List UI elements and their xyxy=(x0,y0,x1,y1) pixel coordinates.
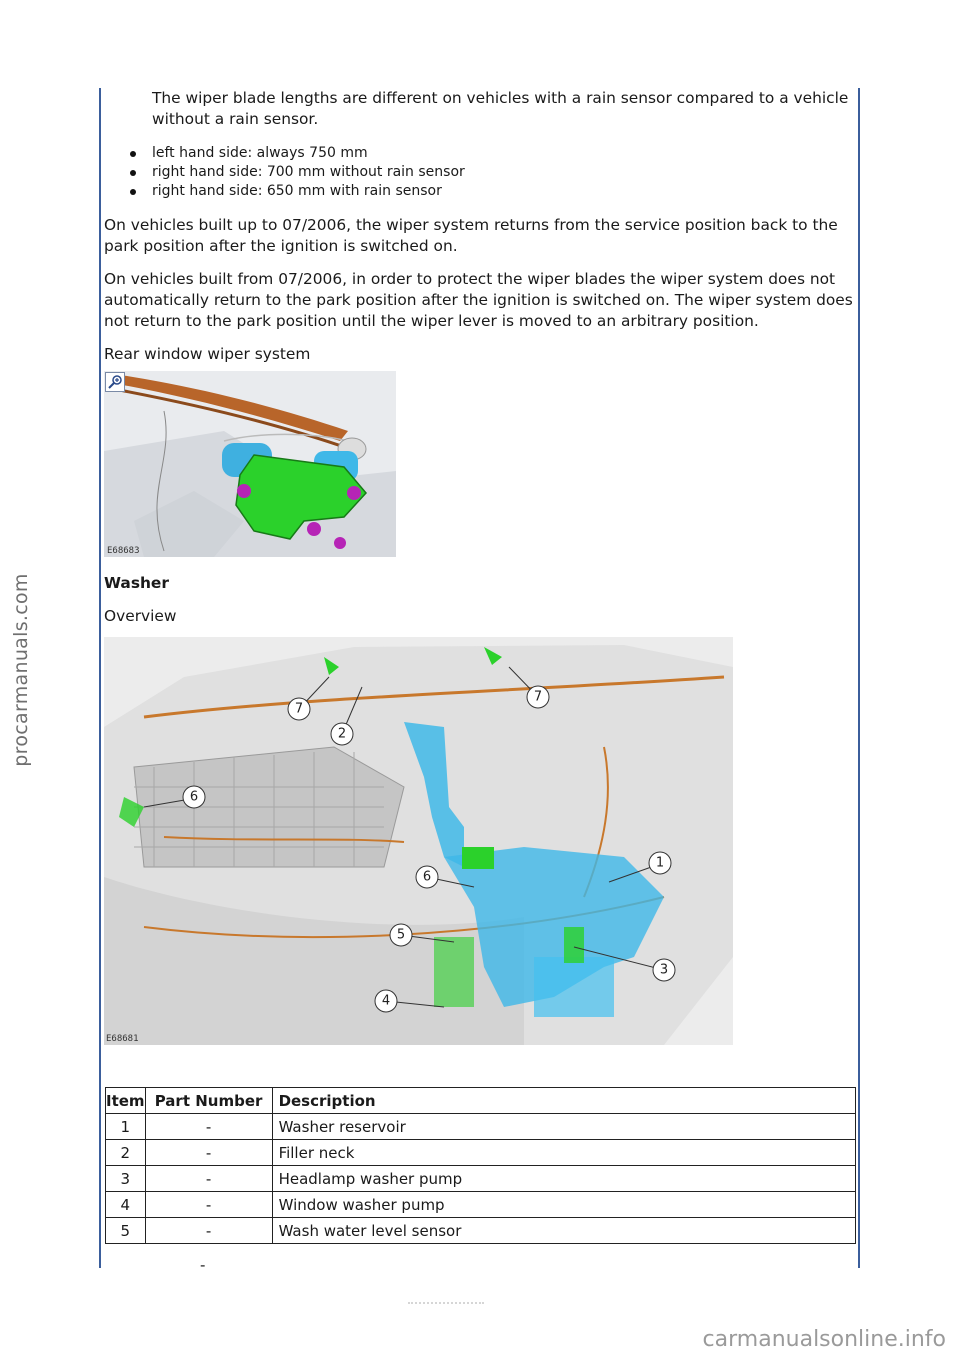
callout-label: 1 xyxy=(655,855,665,871)
paragraph: On vehicles built from 07/2006, in order to protect the wiper blades the wiper system does not automatically return to the park position after the ignition is switched on. The wiper system does not return to the park position until the wiper lever is moved to an arbitrary position. xyxy=(104,270,853,330)
description-cell: Washer reservoir xyxy=(272,1114,855,1140)
description-cell: Window washer pump xyxy=(272,1192,855,1218)
callout-label: 2 xyxy=(337,726,347,742)
item-cell: 1 xyxy=(106,1114,146,1140)
callout-label: 6 xyxy=(189,789,199,805)
description-cell: Filler neck xyxy=(272,1140,855,1166)
document-body xyxy=(104,88,854,1045)
section-heading: Washer xyxy=(104,574,169,592)
footer-divider xyxy=(408,1302,484,1308)
part-number-cell: - xyxy=(145,1218,272,1244)
side-watermark: procarmanuals.com xyxy=(10,573,32,767)
table-header: Part Number xyxy=(145,1088,272,1114)
figure-id: E68683 xyxy=(107,546,140,556)
part-number-cell: - xyxy=(145,1114,272,1140)
left-margin-rule xyxy=(99,88,101,1268)
rear-wiper-figure[interactable] xyxy=(104,371,396,557)
list-item: right hand side: 650 mm with rain sensor xyxy=(130,182,854,201)
callout-label: 3 xyxy=(659,962,669,978)
item-cell: 5 xyxy=(106,1218,146,1244)
bottom-watermark: carmanualsonline.info xyxy=(702,1327,946,1352)
item-cell: 3 xyxy=(106,1166,146,1192)
part-number-cell: - xyxy=(145,1192,272,1218)
item-cell: 4 xyxy=(106,1192,146,1218)
callout-label: 7 xyxy=(294,701,304,717)
trailing-part-number: - xyxy=(200,1256,206,1274)
note-text: The wiper blade lengths are different on vehicles with a rain sensor compared to a vehicle without a rain sensor. xyxy=(152,89,849,128)
item-cell: 2 xyxy=(106,1140,146,1166)
part-number-cell: - xyxy=(145,1140,272,1166)
list-item: right hand side: 700 mm without rain sensor xyxy=(130,163,854,182)
blade-length-list xyxy=(104,144,854,201)
table-header: Description xyxy=(272,1088,855,1114)
callout-label: 5 xyxy=(396,927,406,943)
callout-label: 7 xyxy=(533,689,543,705)
washer-overview-figure xyxy=(104,637,733,1045)
table-header: Item xyxy=(106,1088,146,1114)
table-row xyxy=(106,1114,856,1140)
right-margin-rule xyxy=(858,88,860,1268)
description-cell: Headlamp washer pump xyxy=(272,1166,855,1192)
table-row xyxy=(106,1192,856,1218)
paragraph: On vehicles built up to 07/2006, the wiper system returns from the service position back to the park position after the ignition is switched on. xyxy=(104,216,838,255)
table-row xyxy=(106,1166,856,1192)
callout-label: 4 xyxy=(381,993,391,1009)
table-row xyxy=(106,1140,856,1166)
part-number-cell: - xyxy=(145,1166,272,1192)
rear-wiper-label: Rear window wiper system xyxy=(104,345,311,363)
parts-table xyxy=(105,1087,856,1244)
figure-id: E68681 xyxy=(106,1034,139,1044)
section-subheading: Overview xyxy=(104,607,177,625)
description-cell: Wash water level sensor xyxy=(272,1218,855,1244)
zoom-in-icon[interactable] xyxy=(105,372,125,392)
list-item: left hand side: always 750 mm xyxy=(130,144,854,163)
callout-label: 6 xyxy=(422,869,432,885)
table-row xyxy=(106,1218,856,1244)
